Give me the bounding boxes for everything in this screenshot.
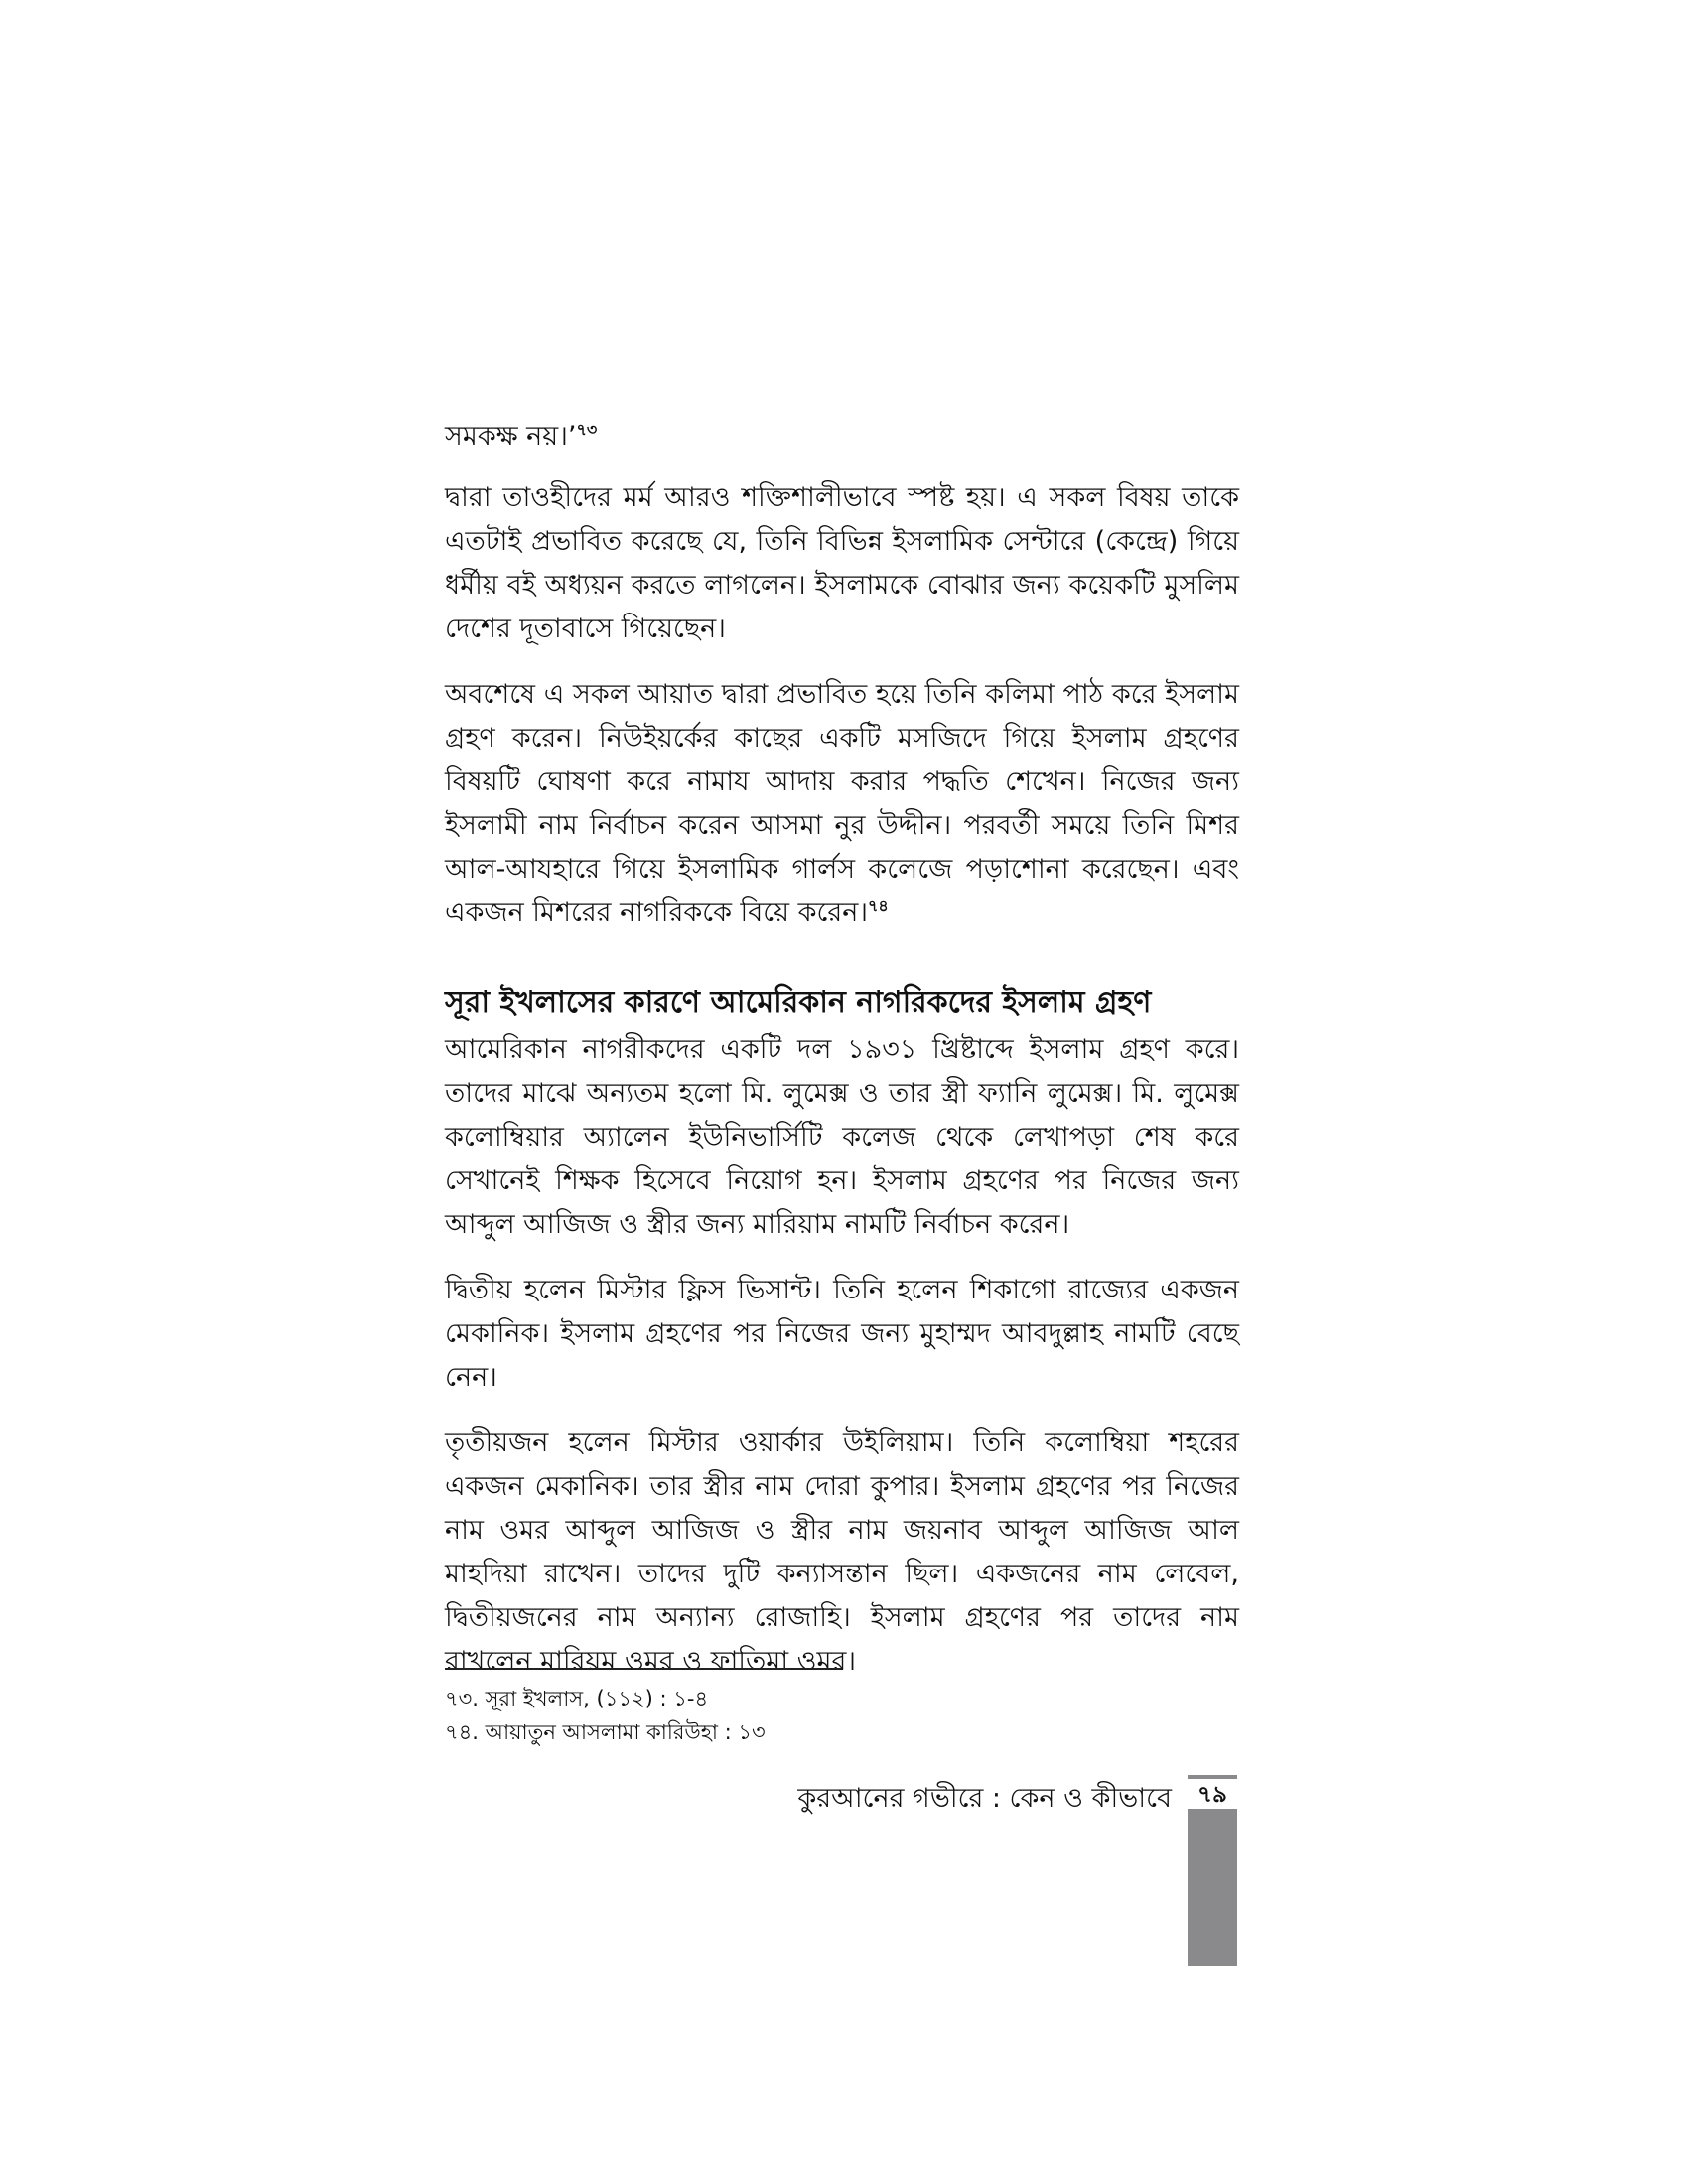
running-footer-title: কুরআনের গভীরে : কেন ও কীভাবে <box>797 1783 1172 1814</box>
opening-line <box>445 415 1239 459</box>
section-heading: সূরা ইখলাসের কারণে আমেরিকান নাগরিকদের ইসলাম গ্রহণ <box>445 985 1152 1020</box>
paragraph-conversion <box>445 673 1239 935</box>
paragraph-third-convert: তৃতীয়জন হলেন মিস্টার ওয়ার্কার উইলিয়াম। তিনি কলোম্বিয়া শহরের একজন মেকানিক। তার স্ত্রীর নাম দোরা কুপার। ইসলাম গ্রহণের পর নিজের নাম ওমর আব্দুল আজিজ ও স্ত্রীর নাম জয়নাব আব্দুল আজিজ আল মাহদিয়া রাখেন। তাদের দুটি কন্যাসন্তান ছিল। একজনের নাম লেবেল, দ্বিতীয়জনের নাম অন্যান্য রোজাহি। ইসলাম গ্রহণের পর তাদের নাম রাখলেন মারিয়ম ওমর ও ফাতিমা ওমর। <box>445 1428 1239 1677</box>
footnote-ref-74: ৭৪ <box>868 896 889 915</box>
paragraph-second-convert: দ্বিতীয় হলেন মিস্টার ফ্লিস ভিসান্ট। তিনি হলেন শিকাগো রাজ্যের একজন মেকানিক। ইসলাম গ্রহণের পর নিজের জন্য মুহাম্মদ আবদুল্লাহ নামটি বেছে নেন। <box>445 1275 1239 1393</box>
footnote-divider <box>445 1668 842 1670</box>
opening-line-text: সমকক্ষ নয়।’ <box>445 421 577 452</box>
thumb-tab <box>1188 1809 1237 1966</box>
paragraph-american-group: আমেরিকান নাগরীকদের একটি দল ১৯৩১ খ্রিষ্টাব্দে ইসলাম গ্রহণ করে। তাদের মাঝে অন্যতম হলো মি. লুমেক্স ও তার স্ত্রী ফ্যানি লুমেক্স। মি. লুমেক্স কলোম্বিয়ার অ্যালেন ইউনিভার্সিটি কলেজ থেকে লেখাপড়া শেষ করে সেখানেই শিক্ষক হিসেবে নিয়োগ হন। ইসলাম গ্রহণের পর নিজের জন্য আব্দুল আজিজ ও স্ত্রীর জন্য মারিয়াম নামটি নির্বাচন করেন। <box>445 1034 1239 1240</box>
footnote-74: ৭৪. আয়াতুন আসলামা কারিউহা : ১৩ <box>445 1720 766 1744</box>
footnote-ref-73: ৭৩ <box>576 420 598 439</box>
paragraph-tawhid: দ্বারা তাওহীদের মর্ম আরও শক্তিশালীভাবে স্পষ্ট হয়। এ সকল বিষয় তাকে এতটাই প্রভাবিত করেছে যে, তিনি বিভিন্ন ইসলামিক সেন্টারে (কেন্দ্রে) গিয়ে ধর্মীয় বই অধ্যয়ন করতে লাগলেন। ইসলামকে বোঝার জন্য কয়েকটি মুসলিম দেশের দূতাবাসে গিয়েছেন। <box>445 482 1239 644</box>
paragraph-conversion-text: অবশেষে এ সকল আয়াত দ্বারা প্রভাবিত হয়ে তিনি কলিমা পাঠ করে ইসলাম গ্রহণ করেন। নিউইয়র্কের কাছের একটি মসজিদে গিয়ে ইসলাম গ্রহণের বিষয়টি ঘোষণা করে নামায আদায় করার পদ্ধতি শেখেন। নিজের জন্য ইসলামী নাম নির্বাচন করেন আসমা নুর উদ্দীন। পরবর্তী সময়ে তিনি মিশর আল-আযহারে গিয়ে ইসলামিক গার্লস কলেজে পড়াশোনা করেছেন। এবং একজন মিশরের নাগরিককে বিয়ে করেন। <box>445 679 1239 928</box>
page-body <box>445 415 1239 1706</box>
footnotes <box>445 1682 1239 1749</box>
footnote-73: ৭৩. সূরা ইখলাস, (১১২) : ১-৪ <box>445 1687 709 1710</box>
page-number: ৭৯ <box>1197 1782 1227 1808</box>
